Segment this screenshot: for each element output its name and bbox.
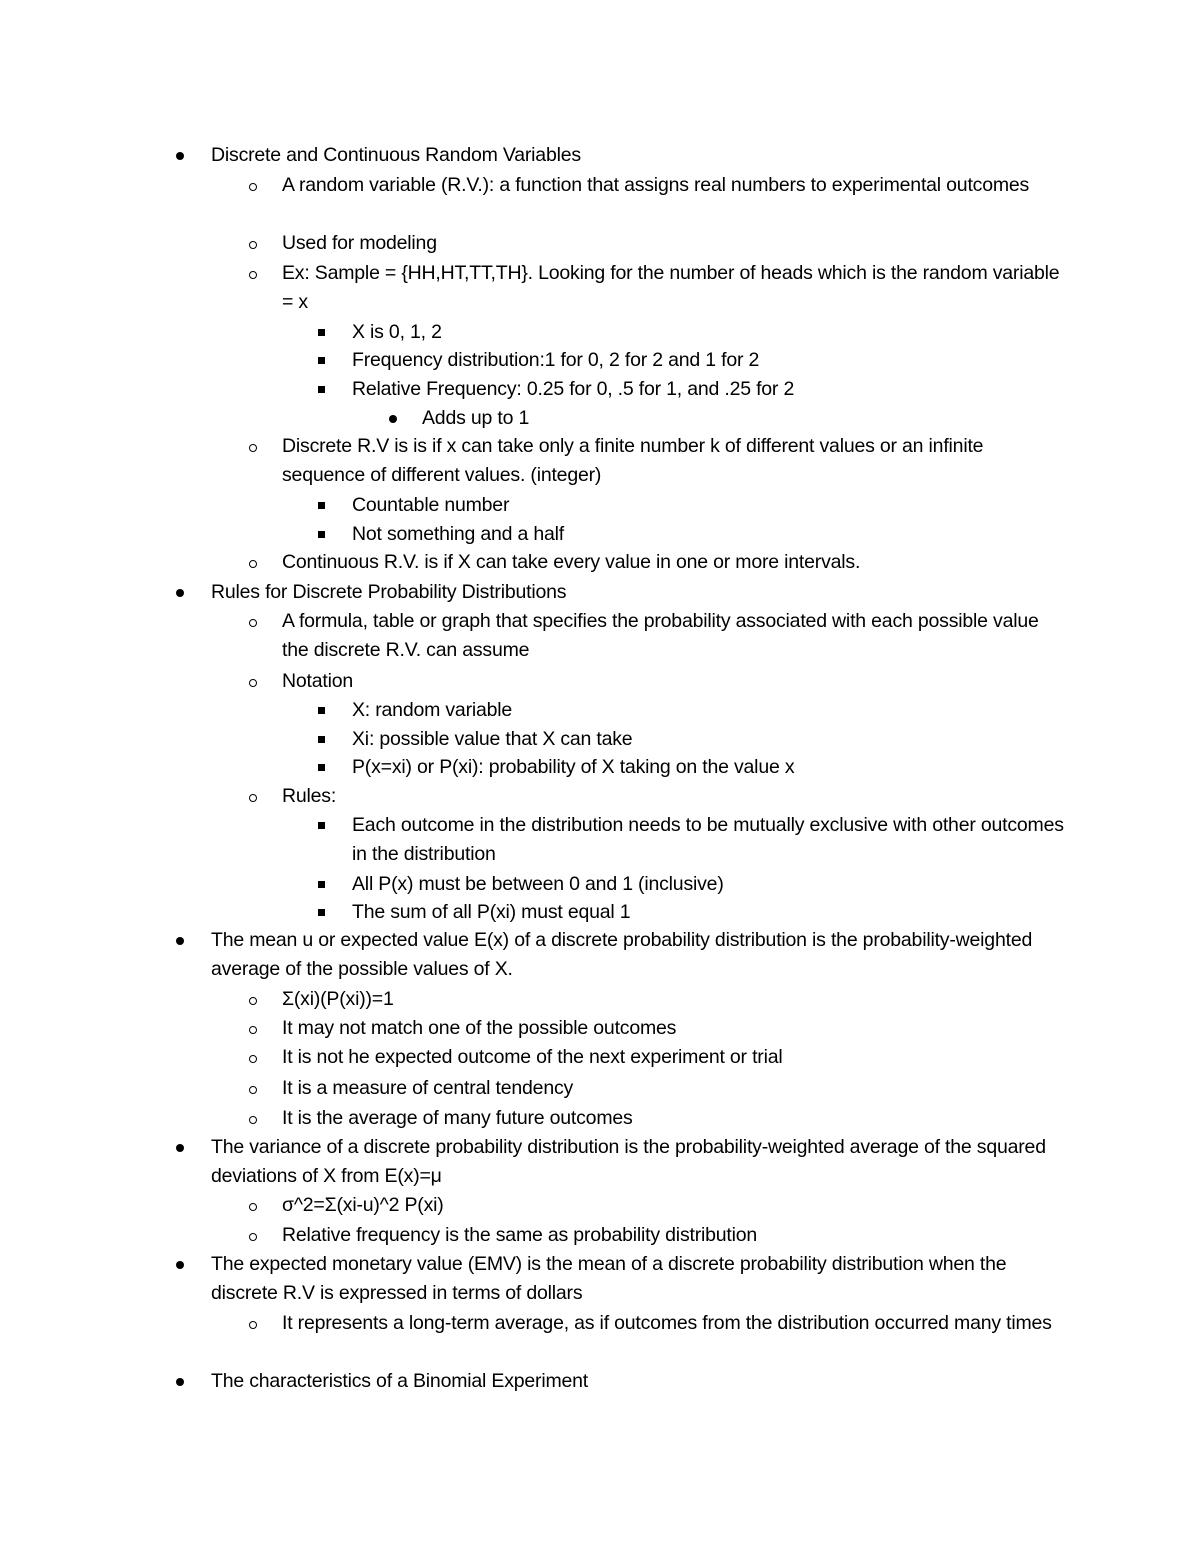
circle-bullet-icon (249, 1086, 257, 1094)
square-bullet-icon (318, 531, 325, 538)
circle-bullet-icon (249, 997, 257, 1005)
list-item: σ^2=Σ(xi-u)^2 P(xi) (282, 1194, 444, 1216)
heading-item: Discrete and Continuous Random Variables (211, 144, 581, 166)
list-item: Ex: Sample = {HH,HT,TT,TH}. Looking for the number of heads which is the random variable = x (282, 262, 1060, 314)
heading-item: The characteristics of a Binomial Experiment (211, 1370, 589, 1392)
circle-bullet-icon (249, 1321, 257, 1329)
bullet-icon (176, 1378, 184, 1386)
heading-item: The variance of a discrete probability distribution is the probability-weighted average of the squared deviations of X from E(x)=μ (211, 1136, 1046, 1188)
list-item: Discrete R.V is is if x can take only a finite number k of different values or an infinite sequence of different values. (integer) (282, 435, 984, 487)
list-item: The sum of all P(xi) must equal 1 (352, 901, 631, 923)
bullet-icon (176, 937, 184, 945)
square-bullet-icon (318, 881, 325, 888)
circle-bullet-icon (249, 1055, 257, 1063)
bullet-icon (176, 152, 184, 160)
bullet-icon (176, 1144, 184, 1152)
list-item: Continuous R.V. is if X can take every value in one or more intervals. (282, 551, 861, 573)
circle-bullet-icon (249, 241, 257, 249)
square-bullet-icon (318, 707, 325, 714)
circle-bullet-icon (249, 619, 257, 627)
list-item: Countable number (352, 494, 510, 516)
list-item: A random variable (R.V.): a function that assigns real numbers to experimental outcomes (282, 174, 1030, 196)
list-item: Used for modeling (282, 232, 437, 254)
list-item: Rules: (282, 785, 337, 807)
square-bullet-icon (318, 822, 325, 829)
list-item: P(x=xi) or P(xi): probability of X taking on the value x (352, 756, 795, 778)
square-bullet-icon (318, 502, 325, 509)
circle-bullet-icon (249, 1233, 257, 1241)
square-bullet-icon (318, 386, 325, 393)
circle-bullet-icon (249, 183, 257, 191)
list-item: It may not match one of the possible outcomes (282, 1017, 677, 1039)
bullet-icon (176, 589, 184, 597)
square-bullet-icon (318, 909, 325, 916)
list-item: Xi: possible value that X can take (352, 728, 633, 750)
list-item: X is 0, 1, 2 (352, 321, 442, 343)
list-item: X: random variable (352, 699, 513, 721)
list-item: It is a measure of central tendency (282, 1077, 574, 1099)
list-item: A formula, table or graph that specifies the probability associated with each possible value the discrete R.V. can assume (282, 610, 1039, 662)
list-item: Frequency distribution:1 for 0, 2 for 2 and 1 for 2 (352, 349, 760, 371)
bullet-icon (389, 415, 397, 423)
list-item: It is not he expected outcome of the next experiment or trial (282, 1046, 783, 1068)
square-bullet-icon (318, 329, 325, 336)
bullet-icon (176, 1261, 184, 1269)
circle-bullet-icon (249, 1203, 257, 1211)
list-item: Notation (282, 670, 354, 692)
circle-bullet-icon (249, 444, 257, 452)
list-item: Relative frequency is the same as probability distribution (282, 1224, 758, 1246)
list-item: Σ(xi)(P(xi))=1 (282, 988, 394, 1010)
list-item: It represents a long-term average, as if outcomes from the distribution occurred many times (282, 1312, 1052, 1334)
circle-bullet-icon (249, 271, 257, 279)
heading-item: The expected monetary value (EMV) is the mean of a discrete probability distribution when the discrete R.V is expressed in terms of dollars (211, 1253, 1007, 1305)
list-item: Relative Frequency: 0.25 for 0, .5 for 1, and .25 for 2 (352, 378, 795, 400)
list-item: All P(x) must be between 0 and 1 (inclusive) (352, 873, 724, 895)
circle-bullet-icon (249, 560, 257, 568)
heading-item: Rules for Discrete Probability Distributions (211, 581, 567, 603)
list-item: Each outcome in the distribution needs to be mutually exclusive with other outcomes in the distribution (352, 814, 1064, 866)
heading-item: The mean u or expected value E(x) of a discrete probability distribution is the probability-weighted average of the possible values of X. (211, 929, 1033, 981)
circle-bullet-icon (249, 794, 257, 802)
square-bullet-icon (318, 736, 325, 743)
circle-bullet-icon (249, 1116, 257, 1124)
list-item: It is the average of many future outcomes (282, 1107, 633, 1129)
list-item: Not something and a half (352, 523, 565, 545)
circle-bullet-icon (249, 1026, 257, 1034)
list-item: Adds up to 1 (422, 407, 530, 429)
square-bullet-icon (318, 764, 325, 771)
square-bullet-icon (318, 357, 325, 364)
circle-bullet-icon (249, 679, 257, 687)
